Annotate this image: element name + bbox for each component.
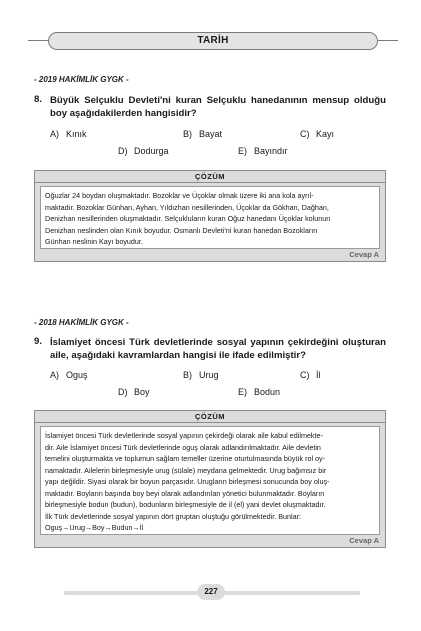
question-number: 9. <box>34 336 43 347</box>
option-e[interactable]: E) Bayındır <box>238 146 288 156</box>
question-text: Büyük Selçuklu Devleti'ni kuran Selçuklu hanedanının mensup olduğu boy aşağıdakilerden hangisidir? <box>50 95 386 119</box>
solution-box-q9 <box>34 410 386 548</box>
subject-title: TARİH <box>48 32 378 50</box>
option-d[interactable]: D) Boy <box>118 387 150 397</box>
solution-line: namaktadır. Ailelerin birleşmesiyle urug (sülale) meydana gelmektedir. Urug bağımsız bir <box>45 465 327 475</box>
solution-line: İlk Türk devletlerinde sosyal yapının dört gruptan oluştuğu görülmektedir. Bunlar: <box>45 511 301 521</box>
solution-line: yapı değildir. Siyasi olarak bir boyun parçasıdır. Urugların birleşmesi sonucunda boy oluş- <box>45 477 330 486</box>
exam-source-q9: - 2018 HAKİMLİK GYGK - <box>34 318 129 327</box>
option-a[interactable]: A) Oguş <box>50 370 88 380</box>
options-q8 <box>34 129 384 159</box>
question-text: İslamiyet öncesi Türk devletlerinde sosyal yapının çekirdeğini oluşturan aile, aşağıdaki kavramlardan hangisi ile ifade edilmiştir? <box>50 337 386 361</box>
solution-line: maktadır. Boyların başında boy beyi olarak adlandırılan yönetici bulunmaktadır. Boyların <box>45 488 325 498</box>
solution-body <box>40 186 380 249</box>
solution-line: birleşmesiyle bodun (budun), bodunların birleşmesiyle de il (el) yani devlet oluşmaktadır. <box>45 500 326 509</box>
solution-line: temelini oluşturmakta ve toplumun sağlam temeller üzerine oturtulmasında büyük rol oy- <box>45 454 326 463</box>
exam-source-q8: - 2019 HAKİMLİK GYGK - <box>34 75 129 84</box>
solution-line: Günhan neslinin Kayı boyudur. <box>45 237 143 246</box>
answer-label: Cevap A <box>349 250 379 259</box>
solution-title: ÇÖZÜM <box>35 411 385 423</box>
solution-line: Oğuzlar 24 boydan oluşmaktadır. Bozoklar ve Üçoklar olmak üzere iki ana kola ayrıl- <box>45 191 314 200</box>
solution-line: maktadır. Bozoklar Günhan, Ayhan, Yıldızhan nesillerinden, Üçoklar da Gökhan, Dağhan, <box>45 202 329 212</box>
question-8 <box>34 94 384 122</box>
solution-body <box>40 426 380 535</box>
option-b[interactable]: B) Urug <box>183 370 219 380</box>
solution-line: dir. Aile İslamiyet öncesi Türk devletlerinde oguş olarak adlandırılmaktadır. Aile devletin <box>45 442 321 452</box>
option-d[interactable]: D) Dodurga <box>118 146 169 156</box>
solution-title: ÇÖZÜM <box>35 171 385 183</box>
option-c[interactable]: C) İl <box>300 370 321 380</box>
solution-line: İslamiyet öncesi Türk devletlerinde sosyal yapının çekirdeği olarak aile kabul edilmekte- <box>45 431 323 440</box>
question-9 <box>34 336 384 364</box>
option-e[interactable]: E) Bodun <box>238 387 281 397</box>
options-q9 <box>34 370 384 400</box>
option-c[interactable]: C) Kayı <box>300 129 335 139</box>
page-header <box>28 22 398 58</box>
solution-box-q8 <box>34 170 386 262</box>
solution-line: Denizhan nesillerinden oluşmaktadır. Selçukluların kuran Oğuz hanedanı Üçoklar kolunun <box>45 214 331 223</box>
solution-line: Denizhan neslinden olan Kınık boyudur. Osmanlı Devleti'ni kuran hanedan Bozokların <box>45 225 318 235</box>
answer-label: Cevap A <box>349 536 379 545</box>
solution-chain: Oguş→Urug→Boy→Budun→İl <box>45 523 144 532</box>
page-number: 227 <box>197 584 225 600</box>
option-b[interactable]: B) Bayat <box>183 129 223 139</box>
question-number: 8. <box>34 94 43 105</box>
option-a[interactable]: A) Kınık <box>50 129 87 139</box>
